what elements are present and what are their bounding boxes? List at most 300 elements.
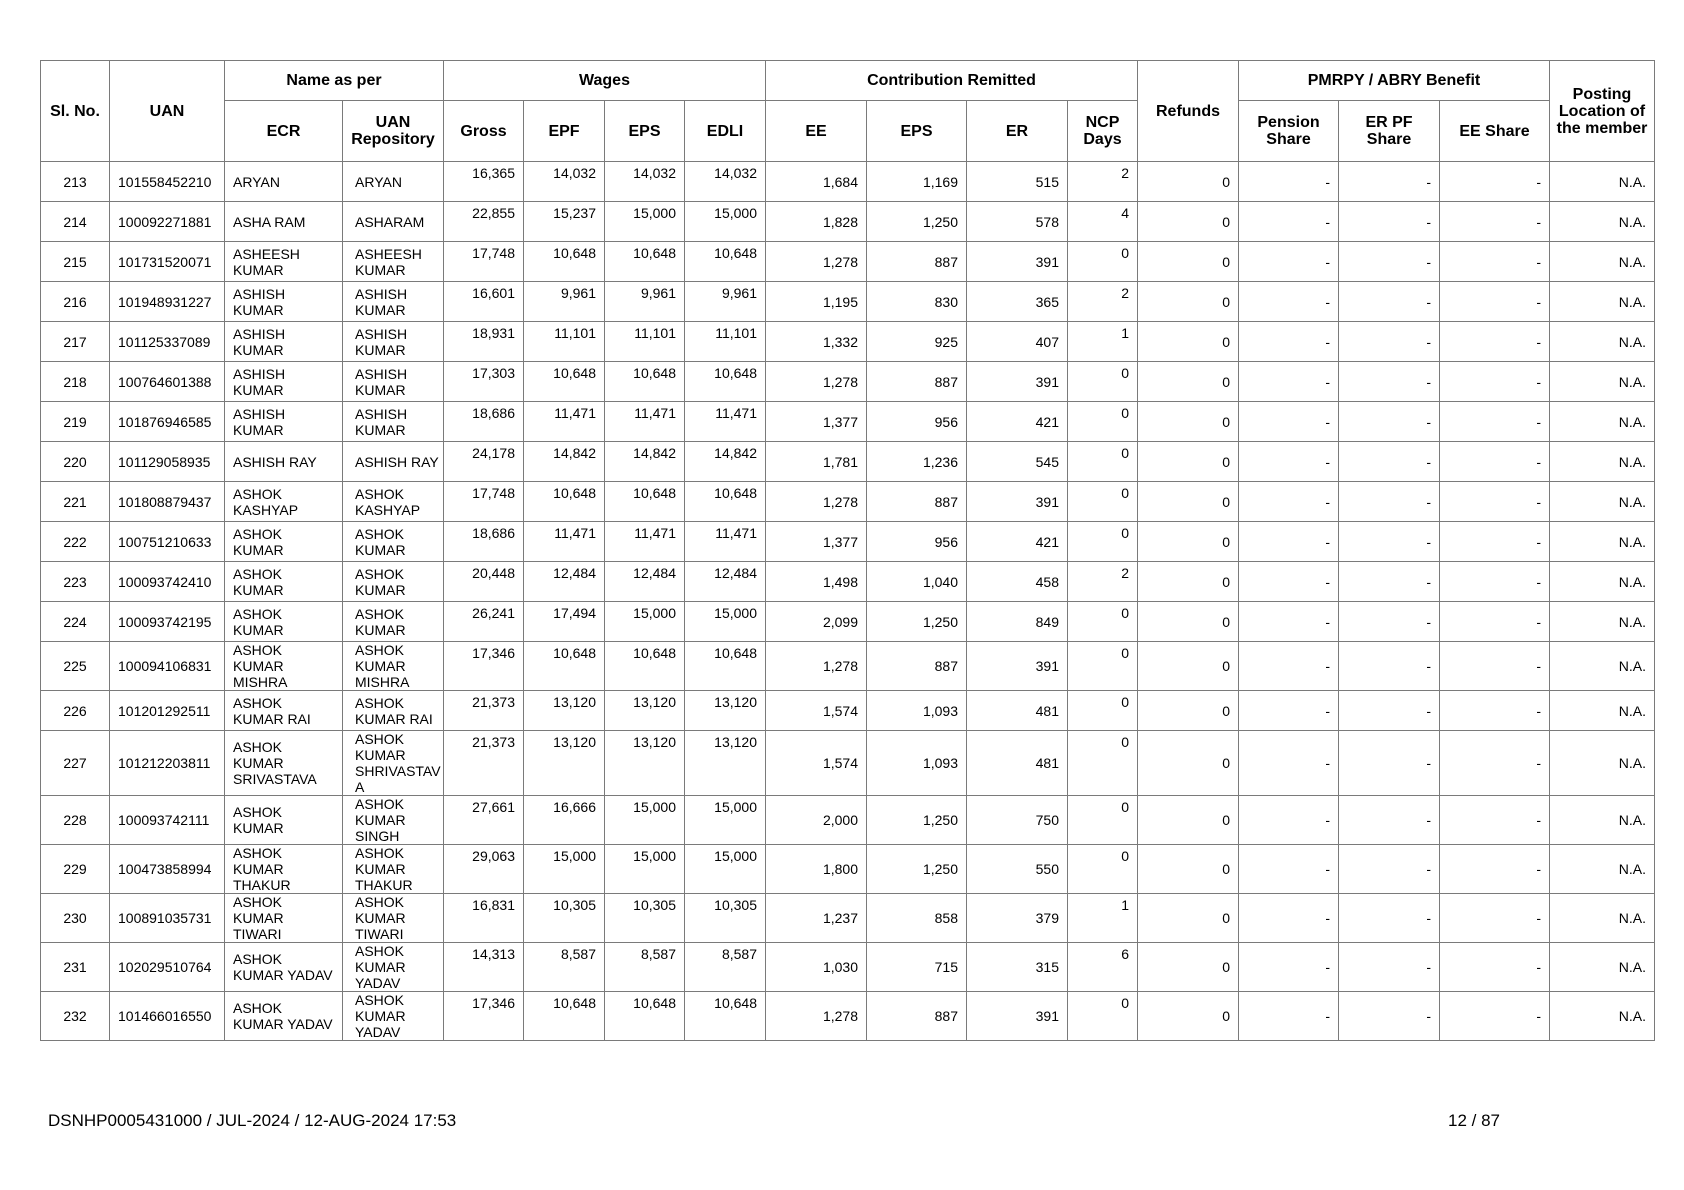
cell-posting-location: N.A. — [1550, 242, 1655, 282]
cell-er: 315 — [967, 943, 1068, 992]
cell-gross: 18,686 — [444, 402, 524, 442]
table-row — [41, 522, 1655, 562]
cell-uan-repository-name: ASHOK KUMAR — [343, 562, 444, 602]
cell-wages-eps: 10,648 — [605, 362, 685, 402]
cell-sl-no: 229 — [41, 845, 110, 894]
header-epf: EPF — [524, 101, 605, 162]
cell-uan-repository-name: ASHOK KUMAR TIWARI — [343, 894, 444, 943]
cell-ecr-name: ASHOK KUMAR — [225, 602, 343, 642]
cell-ncp-days: 0 — [1068, 362, 1138, 402]
table-row — [41, 482, 1655, 522]
table-row — [41, 845, 1655, 894]
cell-er-pf-share: - — [1339, 731, 1440, 796]
cell-ecr-name: ASHEESH KUMAR — [225, 242, 343, 282]
cell-wages-eps: 15,000 — [605, 202, 685, 242]
cell-refunds: 0 — [1138, 992, 1239, 1041]
cell-er-pf-share: - — [1339, 362, 1440, 402]
cell-edli: 10,648 — [685, 482, 766, 522]
cell-uan: 101125337089 — [110, 322, 225, 362]
cell-er: 379 — [967, 894, 1068, 943]
table-row — [41, 894, 1655, 943]
cell-ee-share: - — [1440, 442, 1550, 482]
cell-uan-repository-name: ASHOK KUMAR THAKUR — [343, 845, 444, 894]
cell-er: 391 — [967, 482, 1068, 522]
cell-ee: 1,574 — [766, 691, 867, 731]
table-row — [41, 796, 1655, 845]
cell-pension-share: - — [1239, 943, 1339, 992]
table-header — [41, 61, 1655, 162]
cell-contribution-eps: 1,093 — [867, 691, 967, 731]
header-contribution-eps: EPS — [867, 101, 967, 162]
cell-wages-eps: 10,648 — [605, 642, 685, 691]
cell-pension-share: - — [1239, 322, 1339, 362]
cell-refunds: 0 — [1138, 522, 1239, 562]
cell-gross: 20,448 — [444, 562, 524, 602]
cell-pension-share: - — [1239, 442, 1339, 482]
cell-uan-repository-name: ASHISH RAY — [343, 442, 444, 482]
cell-refunds: 0 — [1138, 402, 1239, 442]
cell-posting-location: N.A. — [1550, 992, 1655, 1041]
cell-gross: 16,831 — [444, 894, 524, 943]
cell-posting-location: N.A. — [1550, 162, 1655, 202]
cell-gross: 27,661 — [444, 796, 524, 845]
cell-wages-eps: 10,648 — [605, 242, 685, 282]
cell-ee-share: - — [1440, 322, 1550, 362]
cell-contribution-eps: 887 — [867, 242, 967, 282]
cell-uan: 101558452210 — [110, 162, 225, 202]
cell-epf: 17,494 — [524, 602, 605, 642]
cell-er-pf-share: - — [1339, 162, 1440, 202]
cell-ncp-days: 2 — [1068, 162, 1138, 202]
cell-refunds: 0 — [1138, 242, 1239, 282]
table-body — [41, 162, 1655, 1041]
cell-contribution-eps: 830 — [867, 282, 967, 322]
cell-ecr-name: ASHOK KUMAR SRIVASTAVA — [225, 731, 343, 796]
cell-ee: 1,278 — [766, 362, 867, 402]
cell-ncp-days: 0 — [1068, 691, 1138, 731]
cell-ncp-days: 4 — [1068, 202, 1138, 242]
cell-posting-location: N.A. — [1550, 522, 1655, 562]
header-posting-location: Posting Location of the member — [1550, 61, 1655, 162]
cell-sl-no: 215 — [41, 242, 110, 282]
cell-uan-repository-name: ASHOK KUMAR RAI — [343, 691, 444, 731]
cell-uan: 100094106831 — [110, 642, 225, 691]
cell-er: 578 — [967, 202, 1068, 242]
cell-sl-no: 231 — [41, 943, 110, 992]
table-row — [41, 602, 1655, 642]
cell-er-pf-share: - — [1339, 442, 1440, 482]
cell-ecr-name: ASHISH KUMAR — [225, 362, 343, 402]
cell-uan-repository-name: ARYAN — [343, 162, 444, 202]
cell-gross: 17,748 — [444, 242, 524, 282]
cell-epf: 11,471 — [524, 522, 605, 562]
cell-pension-share: - — [1239, 482, 1339, 522]
cell-sl-no: 221 — [41, 482, 110, 522]
cell-uan-repository-name: ASHOK KUMAR YADAV — [343, 992, 444, 1041]
cell-er: 550 — [967, 845, 1068, 894]
cell-posting-location: N.A. — [1550, 642, 1655, 691]
cell-uan-repository-name: ASHOK KUMAR SINGH — [343, 796, 444, 845]
cell-ncp-days: 0 — [1068, 602, 1138, 642]
cell-posting-location: N.A. — [1550, 442, 1655, 482]
cell-sl-no: 226 — [41, 691, 110, 731]
cell-posting-location: N.A. — [1550, 562, 1655, 602]
cell-edli: 14,032 — [685, 162, 766, 202]
header-contribution-remitted: Contribution Remitted — [766, 61, 1138, 101]
cell-er: 750 — [967, 796, 1068, 845]
cell-uan-repository-name: ASHOK KUMAR YADAV — [343, 943, 444, 992]
cell-ncp-days: 0 — [1068, 992, 1138, 1041]
cell-er: 391 — [967, 242, 1068, 282]
cell-er: 391 — [967, 362, 1068, 402]
cell-uan: 100891035731 — [110, 894, 225, 943]
cell-ee-share: - — [1440, 602, 1550, 642]
cell-ee: 1,377 — [766, 402, 867, 442]
cell-gross: 14,313 — [444, 943, 524, 992]
cell-edli: 10,648 — [685, 642, 766, 691]
cell-ee: 1,237 — [766, 894, 867, 943]
cell-posting-location: N.A. — [1550, 845, 1655, 894]
cell-gross: 17,748 — [444, 482, 524, 522]
cell-ecr-name: ASHOK KASHYAP — [225, 482, 343, 522]
document-reference: DSNHP0005431000 / JUL-2024 / 12-AUG-2024 17:53 — [48, 1111, 457, 1130]
cell-epf: 8,587 — [524, 943, 605, 992]
cell-contribution-eps: 1,093 — [867, 731, 967, 796]
table-row — [41, 642, 1655, 691]
cell-wages-eps: 10,648 — [605, 992, 685, 1041]
cell-uan: 101466016550 — [110, 992, 225, 1041]
cell-epf: 11,101 — [524, 322, 605, 362]
cell-pension-share: - — [1239, 242, 1339, 282]
cell-ncp-days: 0 — [1068, 796, 1138, 845]
cell-uan: 100093742195 — [110, 602, 225, 642]
cell-refunds: 0 — [1138, 442, 1239, 482]
cell-ecr-name: ASHOK KUMAR YADAV — [225, 992, 343, 1041]
page-number: 12 / 87 — [1448, 1111, 1500, 1130]
cell-gross: 24,178 — [444, 442, 524, 482]
cell-ncp-days: 0 — [1068, 731, 1138, 796]
cell-er: 545 — [967, 442, 1068, 482]
cell-posting-location: N.A. — [1550, 602, 1655, 642]
cell-ecr-name: ASHOK KUMAR — [225, 562, 343, 602]
cell-ecr-name: ASHISH RAY — [225, 442, 343, 482]
cell-ncp-days: 2 — [1068, 562, 1138, 602]
cell-contribution-eps: 1,250 — [867, 796, 967, 845]
header-wages-eps: EPS — [605, 101, 685, 162]
cell-contribution-eps: 1,250 — [867, 602, 967, 642]
cell-er-pf-share: - — [1339, 322, 1440, 362]
cell-edli: 14,842 — [685, 442, 766, 482]
cell-uan: 101731520071 — [110, 242, 225, 282]
cell-sl-no: 217 — [41, 322, 110, 362]
cell-ecr-name: ASHOK KUMAR THAKUR — [225, 845, 343, 894]
cell-sl-no: 223 — [41, 562, 110, 602]
cell-contribution-eps: 925 — [867, 322, 967, 362]
cell-gross: 21,373 — [444, 731, 524, 796]
cell-sl-no: 222 — [41, 522, 110, 562]
cell-uan: 101201292511 — [110, 691, 225, 731]
cell-wages-eps: 13,120 — [605, 691, 685, 731]
cell-contribution-eps: 1,236 — [867, 442, 967, 482]
cell-ncp-days: 0 — [1068, 242, 1138, 282]
cell-ee-share: - — [1440, 731, 1550, 796]
cell-ee-share: - — [1440, 402, 1550, 442]
cell-wages-eps: 15,000 — [605, 845, 685, 894]
cell-er-pf-share: - — [1339, 522, 1440, 562]
cell-wages-eps: 11,471 — [605, 402, 685, 442]
cell-ee: 1,800 — [766, 845, 867, 894]
cell-ncp-days: 0 — [1068, 442, 1138, 482]
header-refunds: Refunds — [1138, 61, 1239, 162]
cell-contribution-eps: 858 — [867, 894, 967, 943]
header-uan-repository: UAN Repository — [343, 101, 444, 162]
cell-er-pf-share: - — [1339, 992, 1440, 1041]
cell-wages-eps: 12,484 — [605, 562, 685, 602]
cell-ee-share: - — [1440, 162, 1550, 202]
cell-contribution-eps: 887 — [867, 362, 967, 402]
cell-edli: 11,101 — [685, 322, 766, 362]
cell-posting-location: N.A. — [1550, 731, 1655, 796]
cell-uan-repository-name: ASHEESH KUMAR — [343, 242, 444, 282]
cell-epf: 16,666 — [524, 796, 605, 845]
cell-ee-share: - — [1440, 562, 1550, 602]
cell-epf: 15,000 — [524, 845, 605, 894]
cell-epf: 10,648 — [524, 362, 605, 402]
cell-er: 365 — [967, 282, 1068, 322]
cell-ncp-days: 0 — [1068, 845, 1138, 894]
cell-er: 458 — [967, 562, 1068, 602]
cell-ee: 1,278 — [766, 642, 867, 691]
cell-ee: 1,278 — [766, 482, 867, 522]
cell-wages-eps: 9,961 — [605, 282, 685, 322]
cell-refunds: 0 — [1138, 691, 1239, 731]
cell-er: 407 — [967, 322, 1068, 362]
cell-posting-location: N.A. — [1550, 482, 1655, 522]
cell-gross: 29,063 — [444, 845, 524, 894]
cell-uan: 101876946585 — [110, 402, 225, 442]
cell-ee: 2,000 — [766, 796, 867, 845]
header-sl-no: Sl. No. — [41, 61, 110, 162]
cell-er: 421 — [967, 522, 1068, 562]
cell-gross: 21,373 — [444, 691, 524, 731]
cell-contribution-eps: 887 — [867, 992, 967, 1041]
cell-pension-share: - — [1239, 162, 1339, 202]
ecr-contribution-table — [40, 60, 1655, 1041]
cell-wages-eps: 11,471 — [605, 522, 685, 562]
cell-ee-share: - — [1440, 642, 1550, 691]
cell-wages-eps: 15,000 — [605, 602, 685, 642]
cell-er: 421 — [967, 402, 1068, 442]
cell-contribution-eps: 956 — [867, 522, 967, 562]
cell-refunds: 0 — [1138, 202, 1239, 242]
cell-contribution-eps: 715 — [867, 943, 967, 992]
cell-er: 481 — [967, 731, 1068, 796]
cell-edli: 12,484 — [685, 562, 766, 602]
cell-sl-no: 228 — [41, 796, 110, 845]
cell-pension-share: - — [1239, 731, 1339, 796]
cell-refunds: 0 — [1138, 362, 1239, 402]
cell-posting-location: N.A. — [1550, 282, 1655, 322]
header-gross: Gross — [444, 101, 524, 162]
table-row — [41, 162, 1655, 202]
cell-epf: 10,648 — [524, 482, 605, 522]
cell-pension-share: - — [1239, 282, 1339, 322]
table-row — [41, 562, 1655, 602]
cell-gross: 16,601 — [444, 282, 524, 322]
cell-edli: 15,000 — [685, 845, 766, 894]
header-edli: EDLI — [685, 101, 766, 162]
cell-gross: 22,855 — [444, 202, 524, 242]
cell-er: 849 — [967, 602, 1068, 642]
cell-pension-share: - — [1239, 202, 1339, 242]
cell-pension-share: - — [1239, 845, 1339, 894]
cell-ee: 1,574 — [766, 731, 867, 796]
cell-epf: 9,961 — [524, 282, 605, 322]
cell-posting-location: N.A. — [1550, 943, 1655, 992]
cell-wages-eps: 8,587 — [605, 943, 685, 992]
cell-ee-share: - — [1440, 894, 1550, 943]
cell-posting-location: N.A. — [1550, 202, 1655, 242]
header-uan: UAN — [110, 61, 225, 162]
cell-uan: 100751210633 — [110, 522, 225, 562]
cell-uan-repository-name: ASHISH KUMAR — [343, 362, 444, 402]
header-pmrpy-abry-benefit: PMRPY / ABRY Benefit — [1239, 61, 1550, 101]
header-ee-share: EE Share — [1440, 101, 1550, 162]
cell-er-pf-share: - — [1339, 691, 1440, 731]
cell-er-pf-share: - — [1339, 894, 1440, 943]
cell-pension-share: - — [1239, 796, 1339, 845]
header-er-pf-share: ER PF Share — [1339, 101, 1440, 162]
cell-edli: 15,000 — [685, 796, 766, 845]
cell-edli: 10,305 — [685, 894, 766, 943]
cell-edli: 8,587 — [685, 943, 766, 992]
cell-ee-share: - — [1440, 242, 1550, 282]
cell-edli: 11,471 — [685, 522, 766, 562]
cell-uan-repository-name: ASHOK KUMAR — [343, 602, 444, 642]
cell-refunds: 0 — [1138, 322, 1239, 362]
cell-er-pf-share: - — [1339, 796, 1440, 845]
cell-edli: 13,120 — [685, 731, 766, 796]
cell-ecr-name: ASHOK KUMAR — [225, 796, 343, 845]
cell-ncp-days: 6 — [1068, 943, 1138, 992]
header-er: ER — [967, 101, 1068, 162]
cell-ecr-name: ASHOK KUMAR YADAV — [225, 943, 343, 992]
cell-edli: 15,000 — [685, 602, 766, 642]
cell-edli: 15,000 — [685, 202, 766, 242]
cell-gross: 17,346 — [444, 642, 524, 691]
cell-edli: 10,648 — [685, 992, 766, 1041]
header-pension-share: Pension Share — [1239, 101, 1339, 162]
cell-epf: 10,648 — [524, 642, 605, 691]
cell-pension-share: - — [1239, 691, 1339, 731]
cell-uan-repository-name: ASHOK KUMAR MISHRA — [343, 642, 444, 691]
cell-sl-no: 219 — [41, 402, 110, 442]
cell-er-pf-share: - — [1339, 282, 1440, 322]
cell-ncp-days: 0 — [1068, 402, 1138, 442]
cell-er: 391 — [967, 642, 1068, 691]
cell-uan: 100093742111 — [110, 796, 225, 845]
table-row — [41, 362, 1655, 402]
cell-er-pf-share: - — [1339, 602, 1440, 642]
table-row — [41, 943, 1655, 992]
cell-ee: 1,828 — [766, 202, 867, 242]
cell-refunds: 0 — [1138, 562, 1239, 602]
table-row — [41, 282, 1655, 322]
cell-ee-share: - — [1440, 992, 1550, 1041]
cell-ee: 1,377 — [766, 522, 867, 562]
cell-ncp-days: 1 — [1068, 894, 1138, 943]
cell-wages-eps: 14,842 — [605, 442, 685, 482]
cell-sl-no: 218 — [41, 362, 110, 402]
cell-contribution-eps: 1,169 — [867, 162, 967, 202]
cell-ecr-name: ASHOK KUMAR — [225, 522, 343, 562]
cell-sl-no: 230 — [41, 894, 110, 943]
cell-ncp-days: 1 — [1068, 322, 1138, 362]
cell-uan: 101129058935 — [110, 442, 225, 482]
cell-pension-share: - — [1239, 362, 1339, 402]
cell-posting-location: N.A. — [1550, 691, 1655, 731]
cell-posting-location: N.A. — [1550, 362, 1655, 402]
table-row — [41, 442, 1655, 482]
cell-uan-repository-name: ASHISH KUMAR — [343, 282, 444, 322]
cell-uan-repository-name: ASHISH KUMAR — [343, 322, 444, 362]
cell-ecr-name: ASHISH KUMAR — [225, 282, 343, 322]
cell-sl-no: 214 — [41, 202, 110, 242]
cell-refunds: 0 — [1138, 731, 1239, 796]
cell-ncp-days: 0 — [1068, 482, 1138, 522]
cell-edli: 10,648 — [685, 242, 766, 282]
cell-ecr-name: ASHA RAM — [225, 202, 343, 242]
cell-wages-eps: 14,032 — [605, 162, 685, 202]
cell-sl-no: 216 — [41, 282, 110, 322]
cell-refunds: 0 — [1138, 943, 1239, 992]
cell-refunds: 0 — [1138, 845, 1239, 894]
header-wages: Wages — [444, 61, 766, 101]
cell-refunds: 0 — [1138, 282, 1239, 322]
cell-sl-no: 220 — [41, 442, 110, 482]
cell-ee-share: - — [1440, 796, 1550, 845]
cell-ee: 1,278 — [766, 992, 867, 1041]
cell-refunds: 0 — [1138, 894, 1239, 943]
cell-wages-eps: 15,000 — [605, 796, 685, 845]
cell-ee-share: - — [1440, 845, 1550, 894]
cell-ncp-days: 0 — [1068, 522, 1138, 562]
cell-ecr-name: ASHOK KUMAR MISHRA — [225, 642, 343, 691]
cell-uan-repository-name: ASHARAM — [343, 202, 444, 242]
cell-ee: 1,030 — [766, 943, 867, 992]
cell-uan: 100092271881 — [110, 202, 225, 242]
header-ncp-days: NCP Days — [1068, 101, 1138, 162]
cell-ee: 1,498 — [766, 562, 867, 602]
cell-epf: 11,471 — [524, 402, 605, 442]
cell-er-pf-share: - — [1339, 845, 1440, 894]
cell-ee-share: - — [1440, 691, 1550, 731]
cell-ee-share: - — [1440, 282, 1550, 322]
cell-wages-eps: 11,101 — [605, 322, 685, 362]
cell-ee-share: - — [1440, 362, 1550, 402]
cell-sl-no: 225 — [41, 642, 110, 691]
cell-pension-share: - — [1239, 522, 1339, 562]
cell-uan: 101948931227 — [110, 282, 225, 322]
cell-er: 515 — [967, 162, 1068, 202]
table-row — [41, 242, 1655, 282]
table-row — [41, 402, 1655, 442]
cell-er: 391 — [967, 992, 1068, 1041]
cell-sl-no: 213 — [41, 162, 110, 202]
cell-contribution-eps: 887 — [867, 482, 967, 522]
cell-posting-location: N.A. — [1550, 796, 1655, 845]
cell-ee: 1,781 — [766, 442, 867, 482]
